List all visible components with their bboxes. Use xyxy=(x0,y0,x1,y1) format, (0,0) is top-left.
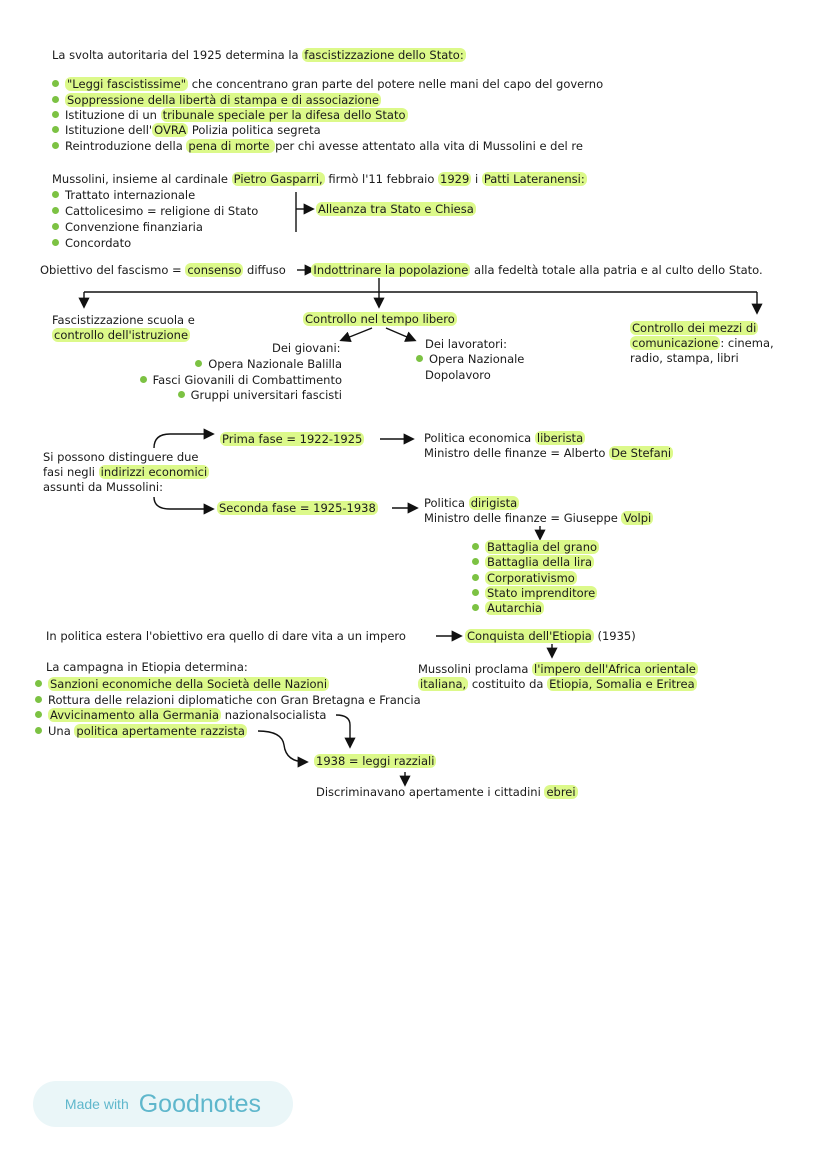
list-item: Avvicinamento alla Germania nazionalsocialista xyxy=(35,708,326,723)
bullet-icon xyxy=(52,80,59,87)
list-item: "Leggi fascistissime" che concentrano gran parte del potere nelle mani del capo del governo xyxy=(52,77,603,92)
list-item: Istituzione dell' OVRA Polizia politica segreta xyxy=(52,123,321,138)
scuola-branch: Fascistizzazione scuola e controllo dell'istruzione xyxy=(52,313,195,342)
lavoratori-label: Dei lavoratori: xyxy=(425,337,507,351)
bullet-icon xyxy=(52,142,59,149)
bullet-icon xyxy=(472,558,479,565)
list-item: Reintroduzione della pena di morte per chi avesse attentato alla vita di Mussolini e del re xyxy=(52,139,583,154)
bullet-icon xyxy=(472,543,479,550)
list-item: Cattolicesimo = religione di Stato xyxy=(52,204,258,219)
list-item: Convenzione finanziaria xyxy=(52,220,203,235)
list-item: Opera Nazionale xyxy=(416,352,524,367)
phase-2: Seconda fase = 1925-1938 xyxy=(219,501,376,515)
list-item: Soppressione della libertà di stampa e di associazione xyxy=(52,93,381,108)
bullet-icon xyxy=(35,727,42,734)
bullet-icon xyxy=(52,96,59,103)
leggi-razziali: 1938 = leggi razziali xyxy=(316,754,435,768)
obiettivo-line: Obiettivo del fascismo = consenso diffuso Indottrinare la popolazione alla fedeltà totale alla patria e al culto dello Stato. xyxy=(40,263,763,277)
list-item: Sanzioni economiche della Società delle Nazioni xyxy=(35,677,329,692)
made-with-label: Made with xyxy=(64,1096,129,1112)
bullet-icon xyxy=(35,711,42,718)
phase-1: Prima fase = 1922-1925 xyxy=(222,432,363,446)
list-item: Corporativismo xyxy=(472,571,577,586)
bullet-icon xyxy=(178,391,185,398)
bullet-icon xyxy=(140,376,147,383)
intro-line: La svolta autoritaria del 1925 determina la fascistizzazione dello Stato: xyxy=(52,48,464,62)
list-item: Autarchia xyxy=(472,601,544,616)
list-item: Gruppi universitari fascisti xyxy=(178,388,342,403)
patti-intro: Mussolini, insieme al cardinale Pietro Gasparri, firmò l'11 febbraio 1929 i Patti Lateranensi: xyxy=(52,172,585,186)
list-item: Fasci Giovanili di Combattimento xyxy=(140,373,342,388)
list-item: Trattato internazionale xyxy=(52,188,195,203)
discriminazione: Discriminavano apertamente i cittadini ebrei xyxy=(316,785,576,799)
bullet-icon xyxy=(195,360,202,367)
list-item: Istituzione di un tribunale speciale per la difesa dello Stato xyxy=(52,108,408,123)
list-item: Una politica apertamente razzista xyxy=(35,724,247,739)
bullet-icon xyxy=(35,680,42,687)
tempo-libero-branch: Controllo nel tempo libero xyxy=(305,312,455,326)
bullet-icon xyxy=(472,589,479,596)
bullet-icon xyxy=(52,126,59,133)
bullet-icon xyxy=(52,191,59,198)
list-item: Rottura delle relazioni diplomatiche con Gran Bretagna e Francia xyxy=(35,693,421,708)
highlight: fascistizzazione dello Stato: xyxy=(304,48,464,62)
fasi-intro: Si possono distinguere due fasi negli indirizzi economici assunti da Mussolini: xyxy=(43,450,208,494)
bullet-icon xyxy=(416,355,423,362)
list-item: Concordato xyxy=(52,236,131,251)
list-item: Opera Nazionale Balilla xyxy=(195,357,342,372)
bullet-icon xyxy=(35,696,42,703)
list-item: Stato imprenditore xyxy=(472,586,597,601)
bullet-icon xyxy=(52,223,59,230)
bullet-icon xyxy=(472,604,479,611)
lavoratori-cont: Dopolavoro xyxy=(425,368,491,382)
goodnotes-badge[interactable] xyxy=(33,1081,293,1127)
alliance-result: Alleanza tra Stato e Chiesa xyxy=(318,202,474,216)
phase-1-detail: Politica economica liberista Ministro delle finanze = Alberto De Stefani xyxy=(424,431,672,460)
etiopia: Conquista dell'Etiopia (1935) xyxy=(467,629,636,643)
politica-estera: In politica estera l'obiettivo era quello di dare vita a un impero xyxy=(46,629,406,643)
comunicazione-branch: Controllo dei mezzi di comunicazione : cinema, radio, stampa, libri xyxy=(630,321,774,365)
list-item: Battaglia del grano xyxy=(472,540,599,555)
bullet-icon xyxy=(52,239,59,246)
giovani-label: Dei giovani: xyxy=(272,341,341,355)
phase-2-detail: Politica dirigista Ministro delle finanze = Giuseppe Volpi xyxy=(424,496,652,525)
campagna-label: La campagna in Etiopia determina: xyxy=(46,660,248,674)
bullet-icon xyxy=(52,207,59,214)
impero-proclamation: Mussolini proclama l'impero dell'Africa orientale italiana, costituito da Etiopia, Somalia e Eritrea xyxy=(418,662,696,691)
bullet-icon xyxy=(472,574,479,581)
list-item: Battaglia della lira xyxy=(472,555,594,570)
bullet-icon xyxy=(52,111,59,118)
goodnotes-logo: Goodnotes xyxy=(138,1089,262,1118)
